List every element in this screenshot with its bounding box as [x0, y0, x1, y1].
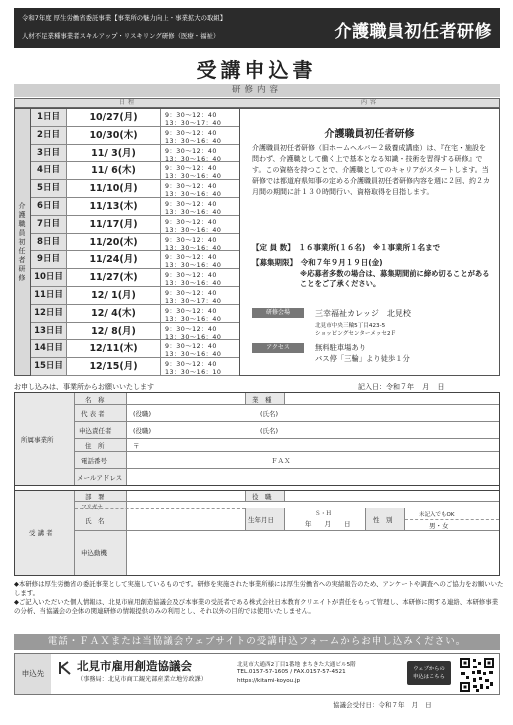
deadline-note: ※応募者多数の場合は、募集期間前に締め切ることがあることをご了承ください。 [300, 269, 490, 288]
schedule-day: 6日目 [31, 198, 67, 215]
schedule-day: 8日目 [31, 234, 67, 251]
schedule-time-pm: 13：30〜17：40 [165, 120, 222, 127]
industry-label: 業 種 [252, 396, 272, 404]
footer [14, 653, 500, 695]
schedule-date: 11/ 3(月) [67, 145, 161, 162]
schedule-day: 13日目 [31, 323, 67, 340]
schedule-time-pm: 13：30〜16：40 [165, 280, 222, 288]
access-bus: バス停「三輪」より徒歩１分 [315, 354, 410, 363]
email-label: メールアドレス [77, 474, 123, 482]
schedule-time-pm: 13：30〜16：40 [165, 155, 222, 163]
schedule-row [31, 180, 239, 198]
schedule-date: 12/ 4(木) [67, 305, 161, 322]
course-title: 介護職員初任者研修 [324, 129, 415, 140]
rep-title-label: (役職) [133, 410, 152, 418]
schedule-row [31, 251, 239, 269]
birthdate-label: 生年月日 [248, 516, 274, 524]
schedule-time-am: 9：30〜12：40 [165, 112, 217, 119]
web-apply-button[interactable] [407, 661, 451, 685]
contact-name-label: (氏名) [260, 427, 279, 435]
schedule-time-am: 9：30〜12：40 [165, 183, 217, 191]
schedule-time-am: 9：30〜12：40 [165, 218, 217, 226]
header-title: 介護職員初任者研修 [334, 22, 492, 42]
gender-label: 性 別 [373, 516, 393, 524]
column-headers [14, 98, 500, 108]
schedule-row [31, 234, 239, 252]
org-tel-fax: TEL.0157-57-1605 / FAX.0157-57-4521 [237, 669, 346, 675]
schedule-day: 11日目 [31, 287, 67, 304]
schedule-time-am: 9：30〜12：40 [165, 129, 217, 137]
contact-label: 申込責任者 [79, 427, 112, 435]
apply-to-label: 申込先 [15, 654, 51, 694]
schedule-time-am: 9：30〜12：40 [165, 236, 217, 244]
schedule-date: 11/24(月) [67, 251, 161, 268]
schedule-day: 3日目 [31, 145, 67, 162]
schedule-time-pm: 13：30〜16：10 [165, 369, 222, 377]
schedule-date: 12/11(木) [67, 340, 161, 357]
schedule-day: 15日目 [31, 358, 67, 375]
schedule-time-pm: 13：30〜16：40 [165, 173, 222, 181]
section-bar: 研修内容 [14, 84, 500, 97]
schedule-row [31, 198, 239, 216]
capacity: 【定 員 数】 １６事業所(１６名) ※１事業所１名まで [252, 243, 441, 252]
schedule-time-pm: 13：30〜16：40 [165, 226, 222, 234]
header-band [14, 8, 500, 48]
schedule-row [31, 305, 239, 323]
schedule-time-pm: 13：30〜16：40 [165, 137, 222, 145]
access-parking: 無料駐車場あり [315, 343, 367, 352]
schedule-date: 12/15(月) [67, 358, 161, 375]
schedule-date: 11/ 6(木) [67, 162, 161, 179]
web-apply-line2: 申込はこちら [413, 674, 445, 680]
gender-options: 男・女 [429, 522, 449, 530]
phone-label: 電話番号 [81, 457, 107, 465]
org-url[interactable]: https://kitami-koyou.jp [237, 678, 301, 684]
schedule-date: 11/17(月) [67, 216, 161, 233]
schedule-time-am: 9：30〜12：40 [165, 201, 217, 208]
schedule-time-am: 9：30〜12：40 [165, 343, 217, 351]
org-address: 北見市大通西2丁目1番地 まちきた大通ビル5階 [237, 662, 356, 668]
postal-mark: 〒 [133, 442, 140, 450]
note-1: ◆本研修は厚生労働省の委託事業として実施しているものです。研修を実施された事業所様には厚生労働省への実績報告のため、アンケートや調査へのご協力をお願いいたします。 [14, 580, 504, 597]
position-label: 役 職 [252, 493, 272, 501]
schedule-row [31, 145, 239, 163]
schedule-time-pm: 13：30〜16：40 [165, 209, 222, 216]
schedule-day: 2日目 [31, 127, 67, 144]
name-label: 名 称 [85, 396, 105, 404]
page-title: 受講申込書 [196, 58, 317, 82]
schedule-row [31, 109, 239, 127]
course-info [240, 108, 500, 376]
contact-title-label: (役職) [133, 427, 152, 435]
venue-address-2: ショッピングセンターメッセ2Ｆ [315, 331, 397, 337]
schedule-time-pm: 13：30〜16：40 [165, 191, 222, 199]
schedule-time-pm: 13：30〜16：40 [165, 351, 222, 359]
schedule-time-am: 9：30〜12：40 [165, 290, 217, 297]
schedule-row [31, 323, 239, 341]
schedule-date: 10/27(月) [67, 109, 161, 126]
era-label: Ｓ・Ｈ [315, 511, 332, 517]
header-line2: 人材不足業種事業者スキルアップ・リスキリング研修（医療・福祉） [22, 32, 220, 40]
schedule-date: 11/27(木) [67, 269, 161, 286]
notes [14, 580, 504, 616]
schedule-time-am: 9：30〜12：40 [165, 325, 217, 333]
schedule-date: 11/13(木) [67, 198, 161, 215]
schedule-side-label: 介護職員初任者研修 [15, 109, 31, 375]
schedule-day: 14日目 [31, 340, 67, 357]
schedule-time-pm: 13：30〜16：40 [165, 333, 222, 341]
web-apply-line1: ウェブからの [413, 666, 445, 672]
receipt-date: 協議会受付日：令和７年 月 日 [333, 701, 432, 709]
request-note: お申し込みは、事業所からお願いいたします [14, 383, 154, 391]
schedule-time-am: 9：30〜12：40 [165, 254, 217, 262]
schedule-row [31, 287, 239, 305]
schedule-day: 7日目 [31, 216, 67, 233]
schedule-time-am: 9：30〜12：40 [165, 361, 217, 369]
venue-name: 三幸福祉カレッジ 北見校 [315, 309, 411, 318]
schedule-table [14, 108, 240, 376]
fax-label: ＦＡＸ [271, 457, 291, 465]
schedule-row [31, 127, 239, 145]
furigana-label: フリガナ [81, 505, 103, 511]
schedule-date: 11/20(木) [67, 234, 161, 251]
schedule-date: 10/30(木) [67, 127, 161, 144]
schedule-day: 12日目 [31, 305, 67, 322]
schedule-row [31, 269, 239, 287]
schedule-day: 1日目 [31, 109, 67, 126]
qr-code-icon[interactable] [459, 657, 495, 693]
trainee-section-label: 受 講 者 [29, 529, 53, 537]
entry-date: 記入日：令和７年 月 日 [358, 383, 445, 391]
schedule-date: 11/10(月) [67, 180, 161, 197]
schedule-time-pm: 13：30〜16：40 [165, 262, 222, 270]
call-to-action: 電話・ＦＡＸまたは当協議会ウェブサイトの受講申込フォームからお申し込みください。 [14, 634, 500, 650]
schedule-day: 5日目 [31, 180, 67, 197]
schedule-time-am: 9：30〜12：40 [165, 165, 217, 173]
access-label: アクセス [252, 343, 304, 353]
schedule-row [31, 216, 239, 234]
schedule-time-pm: 13：30〜16：40 [165, 244, 222, 252]
schedule-header: 日程 [15, 99, 241, 107]
representative-label: 代 表 者 [81, 410, 105, 418]
schedule-time-am: 9：30〜12：40 [165, 272, 217, 280]
ymd-label: 年 月 日 [305, 520, 351, 528]
schedule-row [31, 358, 239, 376]
org-name: 北見市雇用創造協議会 [77, 659, 192, 673]
schedule-day: 9日目 [31, 251, 67, 268]
schedule-day: 10日目 [31, 269, 67, 286]
schedule-row [31, 340, 239, 358]
header-line1: 令和7年度 厚生労働省委託事業【事業所の魅力向上・事業拡大の取組】 [22, 14, 227, 22]
rep-name-label: (氏名) [260, 410, 279, 418]
address-label: 住 所 [85, 442, 105, 450]
schedule-time-am: 9：30〜12：40 [165, 147, 217, 155]
schedule-row [31, 162, 239, 180]
dept-label: 部 署 [85, 493, 105, 501]
venue-address-1: 北見市中央三輪5丁目423-5 [315, 323, 386, 329]
company-section-label: 所属事業所 [21, 436, 54, 444]
venue-label: 研修会場 [252, 308, 304, 318]
note-2: ◆ご記入いただいた個人情報は、北見市雇用創造協議会及び本事業の受託者である株式会社日本教育クリエイトが責任をもって管理し、本研修に関する連絡、本研修事業の分析、当協議会の全体の関連研修の情報提供のみの利用とし、それ以外の目的では使用いたしません。 [14, 598, 499, 615]
motive-label: 申込動機 [81, 549, 107, 557]
gender-note: 未記入でもOK [419, 512, 455, 518]
schedule-time-am: 9：30〜12：40 [165, 307, 217, 315]
trainee-name-label: 氏 名 [85, 517, 105, 525]
application-form [14, 392, 500, 576]
deadline: 【募集期限】 令和７年９月１９日(金) [252, 258, 383, 267]
course-description: 介護職員初任者研修（旧ホームヘルパー２級養成講座）は、『在宅・施設を問わず、介護職として働く上で基本となる知識・技術を習得する研修』です。この資格を持つことで、介護職としてのキャリアがスタートします。当研修では都道府県知事の定める介護職員初任者研修内容を週に２回、約２カ月間の期間に計１３０時間行い、資格取得を目指します。 [252, 144, 490, 196]
schedule-date: 12/ 1(月) [67, 287, 161, 304]
org-logo-icon [57, 660, 73, 676]
schedule-time-pm: 13：30〜17：40 [165, 298, 222, 305]
schedule-day: 4日目 [31, 162, 67, 179]
schedule-time-pm: 13：30〜16：40 [165, 315, 222, 323]
secretariat: （事務局：北見市商工観光部産業立地労政課） [77, 676, 207, 683]
schedule-date: 12/ 8(月) [67, 323, 161, 340]
content-header: 内容 [241, 99, 499, 107]
